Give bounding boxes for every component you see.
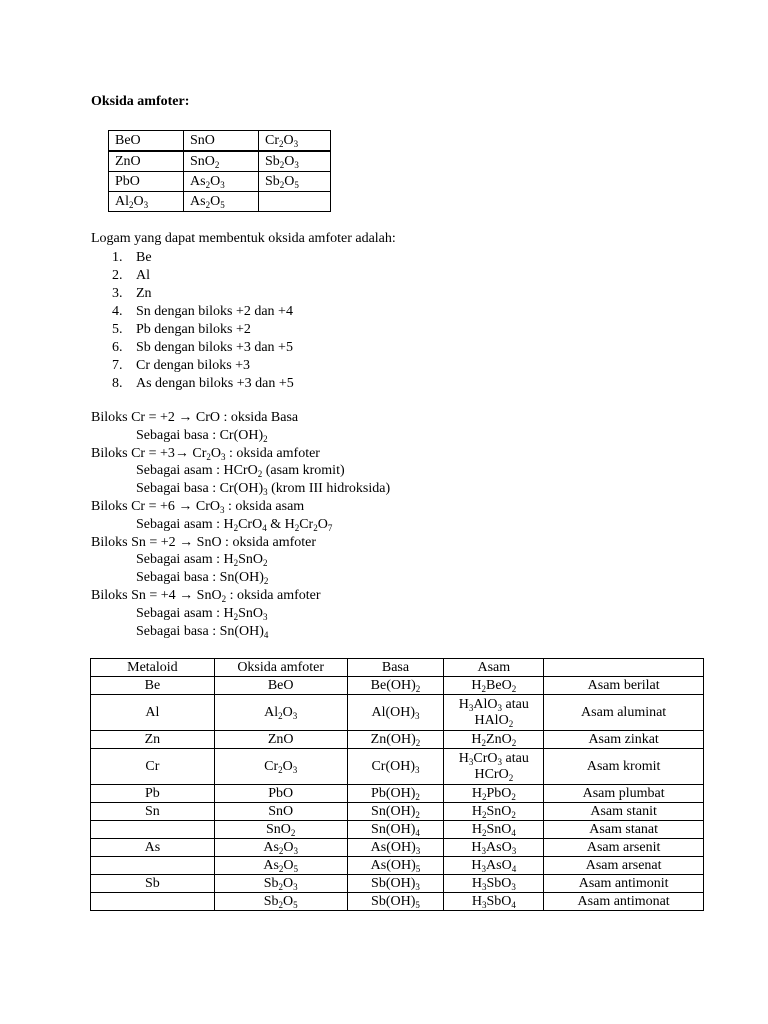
table-row xyxy=(91,785,704,803)
subscript: 2 xyxy=(263,558,268,569)
oxide-grid-cell: $As_2O_3$ xyxy=(184,172,259,192)
list-item xyxy=(112,285,294,303)
subscript: 2 xyxy=(313,522,318,533)
subscript: 4 xyxy=(511,863,517,874)
subscript: 3 xyxy=(481,845,487,856)
subscript: 3 xyxy=(293,139,299,149)
list-number: 7. xyxy=(112,358,123,373)
table-cell: $H_2BeO_2$ xyxy=(444,677,544,695)
table-cell: SnO xyxy=(214,803,347,821)
biloks-line: Biloks Cr = +2 → CrO : oksida Basa xyxy=(91,410,299,425)
subscript: 5 xyxy=(415,899,420,910)
table-cell: As xyxy=(91,839,215,857)
subscript: 2 xyxy=(214,160,220,170)
table-cell: SnO$_2$ xyxy=(214,821,347,839)
list-item xyxy=(112,321,294,339)
list-text: Al xyxy=(136,268,150,283)
biloks-detail-line: Sebagai basa : $Cr(OH)_2$ xyxy=(136,427,268,444)
list-number: 8. xyxy=(112,376,123,391)
table-cell: Asam zinkat xyxy=(544,731,704,749)
subscript: 5 xyxy=(293,863,299,874)
oxide-grid-table xyxy=(108,130,331,212)
biloks-line: Biloks $Cr = +3\to Cr_2O_3$ : oksida amfoter xyxy=(91,445,320,462)
table-row xyxy=(91,857,704,875)
list-item xyxy=(112,357,294,375)
oxide-grid-cell: BeO xyxy=(109,131,184,152)
table-row xyxy=(91,677,704,695)
table-header-cell: Asam xyxy=(444,659,544,677)
subscript: 2 xyxy=(278,881,283,892)
list-item xyxy=(112,375,294,393)
oxide-grid-cell: $Cr_2O_3$ xyxy=(259,131,331,152)
subscript: 3 xyxy=(415,881,420,892)
subscript: 3 xyxy=(293,881,298,892)
table-cell: $H_3SbO_3$ xyxy=(444,875,544,893)
biloks-detail-line: Sebagai asam : $H_2SnO_3$ xyxy=(136,605,268,622)
table-cell: Be xyxy=(91,677,215,695)
oxide-grid-cell: SnO xyxy=(184,131,259,152)
table-cell: $Zn(OH)_2$ xyxy=(347,731,444,749)
biloks-detail-line: Sebagai basa : $Sn(OH)_4$ xyxy=(136,623,269,640)
table-row xyxy=(91,821,704,839)
list-text: Pb dengan biloks +2 xyxy=(136,322,251,337)
table-cell: $H_3SbO_4$ xyxy=(444,893,544,911)
table-header-cell: Metaloid xyxy=(91,659,215,677)
list-text: Zn xyxy=(136,286,152,301)
table-cell: Asam arsenit xyxy=(544,839,704,857)
list-text: As dengan biloks +3 dan +5 xyxy=(136,376,294,391)
table-cell: Sn xyxy=(91,803,215,821)
biloks-detail-line: Sebagai asam : $H_2CrO_4$ & $H_2Cr_2O_7$ xyxy=(136,516,333,533)
table-cell: $Be(OH)_2$ xyxy=(347,677,444,695)
oxide-grid-row xyxy=(109,172,331,192)
section-heading: Oksida amfoter: xyxy=(91,94,190,109)
subscript: 2 xyxy=(415,809,420,820)
table-cell: Asam antimonit xyxy=(544,875,704,893)
table-cell: Al xyxy=(91,695,215,731)
table-cell: $Sn(OH)_2$ xyxy=(347,803,444,821)
subscript: 2 xyxy=(294,522,300,533)
subscript: 2 xyxy=(415,791,420,802)
table-cell: $H_3CrO_3$ atau HCrO$_2$ xyxy=(444,749,544,785)
metals-intro: Logam yang dapat membentuk oksida amfoter adalah: xyxy=(91,231,396,246)
table-cell: PbO xyxy=(214,785,347,803)
subscript: 2 xyxy=(263,433,268,444)
oxide-grid-cell: $As_2O_5$ xyxy=(184,192,259,212)
subscript: 2 xyxy=(481,683,487,694)
table-cell: $As(OH)_3$ xyxy=(347,839,444,857)
subscript: 2 xyxy=(511,791,516,802)
list-number: 1. xyxy=(112,250,123,265)
list-number: 5. xyxy=(112,322,123,337)
oxide-grid-row xyxy=(109,192,331,212)
table-row xyxy=(91,803,704,821)
subscript: 2 xyxy=(263,576,269,587)
list-item xyxy=(112,249,294,267)
subscript: 3 xyxy=(220,180,225,190)
table-cell xyxy=(91,893,215,911)
subscript: 3 xyxy=(263,611,268,622)
subscript: 3 xyxy=(511,881,516,892)
subscript: 3 xyxy=(511,845,517,856)
biloks-section xyxy=(91,409,390,640)
oxide-grid-cell: $Sb_2O_3$ xyxy=(259,151,331,172)
subscript: 2 xyxy=(279,160,285,170)
subscript: 2 xyxy=(508,718,514,729)
subscript: 2 xyxy=(481,791,487,802)
subscript: 2 xyxy=(233,611,239,622)
table-cell: $As_2O_5$ xyxy=(214,857,347,875)
table-cell: $H_2SnO_2$ xyxy=(444,803,544,821)
subscript: 5 xyxy=(415,863,421,874)
list-number: 6. xyxy=(112,340,123,355)
subscript: 3 xyxy=(294,160,299,170)
table-row xyxy=(91,839,704,857)
subscript: 2 xyxy=(481,809,487,820)
table-cell: BeO xyxy=(214,677,347,695)
table-cell: Asam aluminat xyxy=(544,695,704,731)
subscript: 3 xyxy=(293,845,299,856)
table-row xyxy=(91,695,704,731)
subscript: 2 xyxy=(278,845,284,856)
subscript: 2 xyxy=(279,139,284,149)
list-number: 3. xyxy=(112,286,123,301)
table-cell: $Sb_2O_5$ xyxy=(214,893,347,911)
subscript: 3 xyxy=(220,451,226,462)
biloks-detail-line: Sebagai basa : $Cr(OH)_3$ (krom III hidroksida) xyxy=(136,481,391,498)
table-cell: Zn xyxy=(91,731,215,749)
table-cell: $H_2SnO_4$ xyxy=(444,821,544,839)
subscript: 2 xyxy=(205,180,211,190)
subscript: 2 xyxy=(481,827,487,838)
subscript: 3 xyxy=(497,756,503,767)
subscript: 5 xyxy=(220,200,225,210)
subscript: 3 xyxy=(219,504,225,515)
subscript: 2 xyxy=(415,683,421,694)
biloks-detail-line: Sebagai asam : $H_2SnO_2$ xyxy=(136,552,268,569)
subscript: 4 xyxy=(511,899,516,910)
table-cell: $H_3AsO_4$ xyxy=(444,857,544,875)
table-row xyxy=(91,731,704,749)
table-cell: $Sb(OH)_3$ xyxy=(347,875,444,893)
table-cell: $H_3AlO_3$ atau HAlO$_2$ xyxy=(444,695,544,731)
subscript: 4 xyxy=(415,827,420,838)
table-cell: $As_2O_3$ xyxy=(214,839,347,857)
oxide-grid-cell: SnO$_2$ xyxy=(184,151,259,172)
subscript: 2 xyxy=(257,469,263,480)
subscript: 3 xyxy=(292,764,298,775)
subscript: 2 xyxy=(221,593,227,604)
table-cell: Asam stanat xyxy=(544,821,704,839)
oxide-grid-cell: $Sb_2O_5$ xyxy=(259,172,331,192)
subscript: 5 xyxy=(293,899,298,910)
table-header-cell xyxy=(544,659,704,677)
table-cell: $H_2ZnO_2$ xyxy=(444,731,544,749)
table-row xyxy=(91,893,704,911)
oxide-grid-cell xyxy=(259,192,331,212)
table-cell: $Pb(OH)_2$ xyxy=(347,785,444,803)
table-cell: ZnO xyxy=(214,731,347,749)
subscript: 3 xyxy=(415,845,421,856)
list-item xyxy=(112,303,294,321)
subscript: 2 xyxy=(290,827,296,838)
biloks-line: Biloks Cr = +6 → CrO$_3$ : oksida asam xyxy=(91,498,305,515)
oxide-grid-cell: ZnO xyxy=(109,151,184,172)
table-cell: Asam antimonat xyxy=(544,893,704,911)
oxide-grid-cell: $Al_2O_3$ xyxy=(109,192,184,212)
list-text: Sn dengan biloks +2 dan +4 xyxy=(136,304,293,319)
oxide-grid-row xyxy=(109,131,331,152)
table-cell: $Cr(OH)_3$ xyxy=(347,749,444,785)
subscript: 2 xyxy=(279,180,285,190)
subscript: 2 xyxy=(129,200,134,210)
table-cell: $Sb_2O_3$ xyxy=(214,875,347,893)
table-cell: Pb xyxy=(91,785,215,803)
table-row xyxy=(91,875,704,893)
subscript: 5 xyxy=(294,180,299,190)
subscript: 2 xyxy=(511,809,516,820)
table-header-cell: Oksida amfoter xyxy=(214,659,347,677)
table-cell: $As(OH)_5$ xyxy=(347,857,444,875)
oxide-grid-row xyxy=(109,151,331,172)
list-text: Sb dengan biloks +3 dan +5 xyxy=(136,340,293,355)
subscript: 2 xyxy=(481,737,487,748)
subscript: 2 xyxy=(278,899,283,910)
subscript: 4 xyxy=(263,629,269,640)
subscript: 3 xyxy=(468,756,474,767)
subscript: 2 xyxy=(508,772,514,783)
subscript: 2 xyxy=(206,451,211,462)
subscript: 4 xyxy=(511,827,516,838)
metals-list xyxy=(112,249,294,393)
table-cell: Asam berilat xyxy=(544,677,704,695)
table-cell: $H_2PbO_2$ xyxy=(444,785,544,803)
table-cell: Asam plumbat xyxy=(544,785,704,803)
list-number: 2. xyxy=(112,268,123,283)
list-number: 4. xyxy=(112,304,123,319)
subscript: 3 xyxy=(481,899,487,910)
subscript: 3 xyxy=(143,200,149,210)
table-cell xyxy=(91,821,215,839)
table-cell: $Al_2O_3$ xyxy=(214,695,347,731)
table-cell: Asam stanit xyxy=(544,803,704,821)
biloks-detail-line: Sebagai basa : $Sn(OH)_2$ xyxy=(136,570,269,587)
subscript: 3 xyxy=(292,710,298,721)
subscript: 3 xyxy=(481,881,487,892)
table-header-row xyxy=(91,659,704,677)
table-cell: $H_3AsO_3$ xyxy=(444,839,544,857)
metaloid-table xyxy=(90,658,704,911)
table-row xyxy=(91,749,704,785)
subscript: 2 xyxy=(278,710,283,721)
table-cell: $Al(OH)_3$ xyxy=(347,695,444,731)
subscript: 3 xyxy=(468,702,474,713)
subscript: 3 xyxy=(415,710,420,721)
biloks-line: Biloks Sn = +4 → SnO$_2$ : oksida amfoter xyxy=(91,587,321,604)
biloks-detail-line: Sebagai asam : HCrO$_2$ (asam kromit) xyxy=(136,463,345,480)
table-cell: Asam kromit xyxy=(544,749,704,785)
subscript: 2 xyxy=(415,737,421,748)
subscript: 3 xyxy=(497,702,503,713)
subscript: 3 xyxy=(263,487,268,498)
subscript: 2 xyxy=(233,522,239,533)
table-cell: Asam arsenat xyxy=(544,857,704,875)
oxide-grid-cell: PbO xyxy=(109,172,184,192)
subscript: 2 xyxy=(511,737,517,748)
subscript: 4 xyxy=(262,522,267,533)
table-cell: Cr xyxy=(91,749,215,785)
table-cell: $Sn(OH)_4$ xyxy=(347,821,444,839)
subscript: 2 xyxy=(233,558,239,569)
subscript: 3 xyxy=(481,863,487,874)
subscript: 3 xyxy=(415,764,420,775)
table-cell: $Cr_2O_3$ xyxy=(214,749,347,785)
list-text: Cr dengan biloks +3 xyxy=(136,358,251,373)
list-item xyxy=(112,267,294,285)
subscript: 7 xyxy=(327,522,333,533)
list-item xyxy=(112,339,294,357)
biloks-line: Biloks Sn = +2 → SnO : oksida amfoter xyxy=(91,534,317,550)
subscript: 2 xyxy=(278,863,284,874)
table-cell: $Sb(OH)_5$ xyxy=(347,893,444,911)
list-text: Be xyxy=(136,250,152,265)
subscript: 2 xyxy=(205,200,211,210)
table-cell xyxy=(91,857,215,875)
subscript: 2 xyxy=(278,764,283,775)
table-header-cell: Basa xyxy=(347,659,444,677)
table-cell: Sb xyxy=(91,875,215,893)
subscript: 2 xyxy=(511,683,517,694)
